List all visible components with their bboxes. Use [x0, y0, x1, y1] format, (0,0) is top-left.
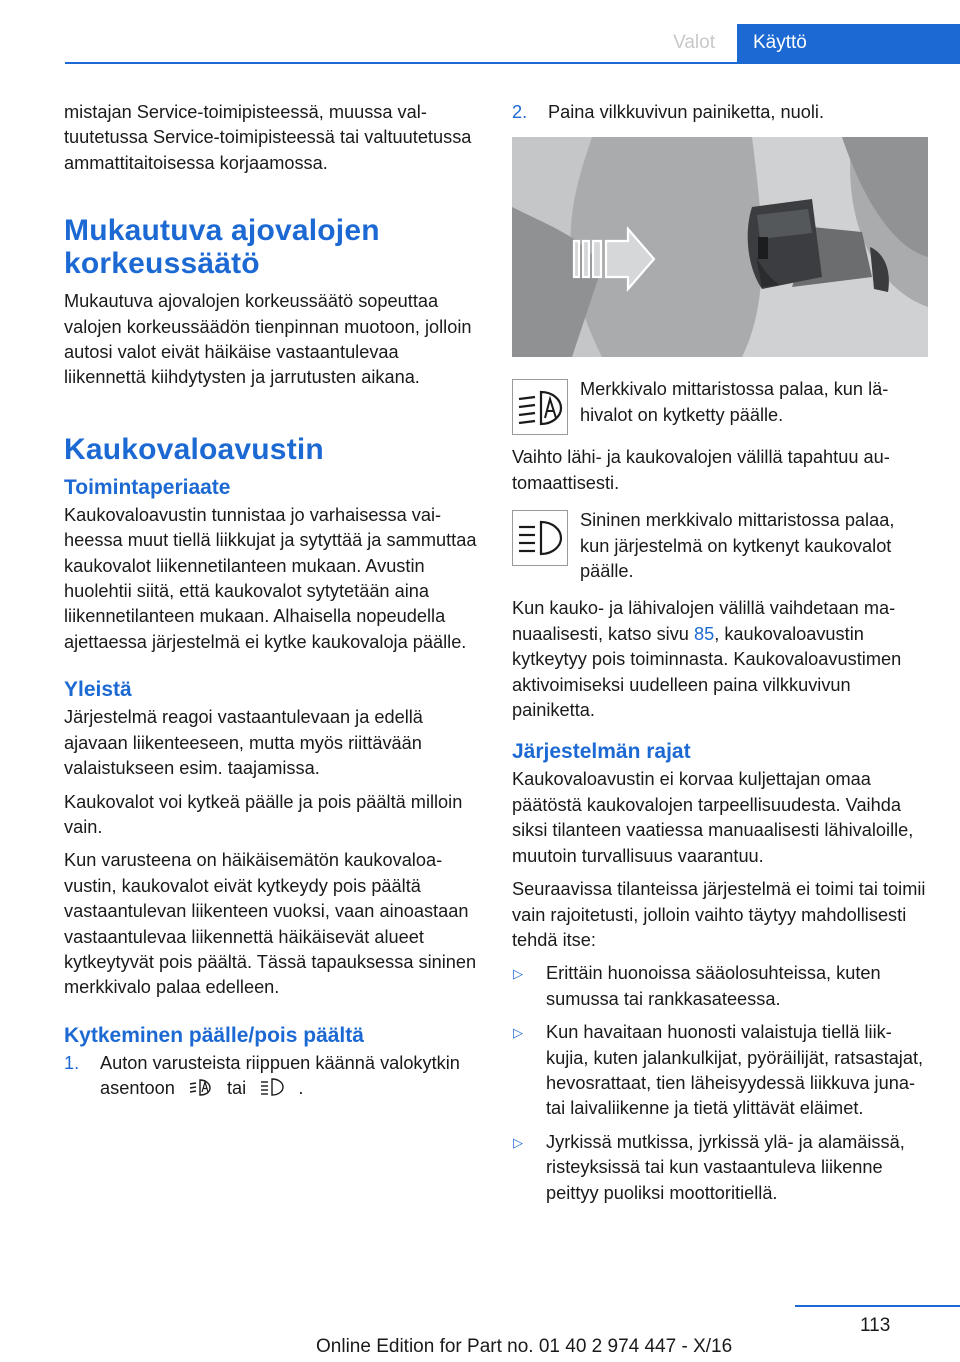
heading-switch-on-off: Kytkeminen päälle/pois päältä — [64, 1023, 364, 1047]
general-paragraph-1: Järjestelmä reagoi vastaantulevaan ja edellä ajavaan liikenteeseen, mutta myös riittävään valaistukseen esim. taajamissa. — [64, 707, 423, 779]
manual-text-a: Kun kauko- ja lähivalojen välillä vaihdetaan manuaalisesti, katso sivu — [512, 598, 896, 644]
page-reference-link[interactable]: 85 — [693, 623, 715, 644]
page-header — [0, 24, 960, 64]
step-number: 2. — [512, 102, 528, 122]
high-beam-indicator-text: Sininen merkkivalo mittaristossa palaa, kun järjestelmä on kytkenyt kaukovalot päälle. — [580, 510, 895, 582]
step-2 — [512, 100, 928, 125]
general-paragraph-2: Kaukovalot voi kytkeä päälle ja pois päältä milloin vain. — [64, 791, 463, 837]
heading-principle: Toimintaperiaate — [64, 475, 231, 499]
turn-signal-lever-photo — [512, 137, 928, 357]
list-item-text: Jyrkissä mutkissa, jyrkissä ylä- ja alamäissä, risteyksissä tai kun vastaantuleva liikenne peittyy puoliksi moottoritiellä. — [546, 1131, 905, 1203]
high-beam-indicator-icon — [512, 510, 568, 566]
low-beam-indicator-text: Merkkivalo mittaristossa palaa, kun lähivalot on kytketty päälle. — [580, 379, 889, 425]
page-number: 113 — [860, 1315, 891, 1336]
footer-rule — [795, 1305, 960, 1307]
header-rule — [65, 62, 960, 64]
auto-switch-paragraph: Vaihto lähi- ja kaukovalojen välillä tapahtuu automaattisesti. — [512, 447, 890, 493]
auto-light-switch-icon — [188, 1076, 214, 1098]
lever-illustration — [512, 137, 928, 357]
step-2-text: Paina vilkkuvivun painiketta, nuoli. — [548, 102, 825, 122]
limits-paragraph-2: Seuraavissa tilanteissa järjestelmä ei toimi tai toimii vain rajoitetusti, jolloin vaihto täytyy mahdollisesti tehdä itse: — [512, 879, 926, 950]
left-column — [64, 100, 478, 1110]
principle-paragraph: Kaukovaloavustin tunnistaa jo varhaisessa vaiheessa muut tiellä liikkujat ja sytyttää ja sammuttaa kaukovalot liikennetilanteen mukaan. Avustin huolehtii siitä, että kaukovalot sytytetään aina liikennetilanteen mukaan. Alhaisella nopeudella ajettaessa järjestelmä ei kytke kaukovaloja päälle. — [64, 504, 477, 652]
low-beam-indicator-row — [512, 377, 928, 433]
step-1 — [64, 1051, 478, 1102]
step-1-or: tai — [226, 1078, 247, 1099]
step-number: 1. — [64, 1052, 80, 1073]
header-chapter-tab: Käyttö — [737, 24, 960, 64]
headlight-icon — [259, 1076, 285, 1098]
header-section-label: Valot — [673, 32, 715, 53]
list-item-text: Kun havaitaan huonosti valaistuja tiellä liikkujia, kuten jalankulkijat, pyöräilijät, ratsastajat, hevosrattaat, tien läheisyydessä liikkuva juna- tai laivaliikenne ja tietä ylittävät eläimet. — [546, 1022, 924, 1119]
list-item — [512, 961, 928, 1012]
heading-high-beam-assistant: Kaukovaloavustin — [64, 432, 324, 466]
general-paragraph-3: Kun varusteena on häikäisemätön kaukovaloavustin, kaukovalot eivät kytkeydy pois päältä vastaantulevan liikenteen vuoksi, vaan ainoastaan vastaantulevaa liikennettä häikäisevät alueet kytkeytyvät pois päältä. Tässä tapauksessa sininen merkkivalo palaa edelleen. — [64, 850, 477, 998]
intro-paragraph: mistajan Service-toimipisteessä, muussa valtuutetussa Service-toimipisteessä tai valtuutetussa ammattitaitoisessa korjaamossa. — [64, 102, 472, 173]
manual-text-b: , kaukovaloavustin kytkeytyy pois toiminnasta. Kaukovaloavustimen aktivoimiseksi uudelleen paina vilkkuvivun painiketta. — [512, 623, 902, 721]
heading-adaptive-leveling: Mukautuva ajovalojen korkeussäätö — [64, 214, 380, 281]
low-beam-auto-indicator-icon — [512, 379, 568, 435]
list-item-text: Erittäin huonoissa sääolosuhteissa, kuten sumussa tai rankkasateessa. — [546, 963, 881, 1009]
heading-general: Yleistä — [64, 678, 132, 702]
right-column — [512, 100, 928, 1214]
adaptive-paragraph: Mukautuva ajovalojen korkeussäätö sopeuttaa valojen korkeussäädön tienpinnan muotoon, jolloin autosi valot eivät häikäise vastaantulevaa liikennettä kiihdytysten ja jarrutusten aikana. — [64, 291, 472, 388]
list-item — [512, 1130, 928, 1206]
manual-switch-paragraph — [512, 596, 928, 723]
step-1-end: . — [298, 1078, 304, 1099]
edition-note: Online Edition for Part no. 01 40 2 974 447 - X/16 — [316, 1336, 733, 1357]
bullet-triangle-icon: ▷ — [513, 1025, 523, 1041]
bullet-triangle-icon: ▷ — [513, 1134, 523, 1150]
high-beam-indicator-row — [512, 508, 928, 584]
heading-system-limits: Järjestelmän rajat — [512, 740, 691, 764]
limits-paragraph-1: Kaukovaloavustin ei korvaa kuljettajan omaa päätöstä kaukovalojen tarpeellisuudesta. Vaihda siksi tilanteen vaatiessa manuaalisesti lähivaloille, muutoin turvallisuus vaarantuu. — [512, 769, 914, 866]
bullet-triangle-icon: ▷ — [513, 966, 523, 982]
list-item — [512, 1020, 928, 1122]
step-1-text: Auton varusteista riippuen käännä valokytkin asentoon — [100, 1052, 460, 1099]
